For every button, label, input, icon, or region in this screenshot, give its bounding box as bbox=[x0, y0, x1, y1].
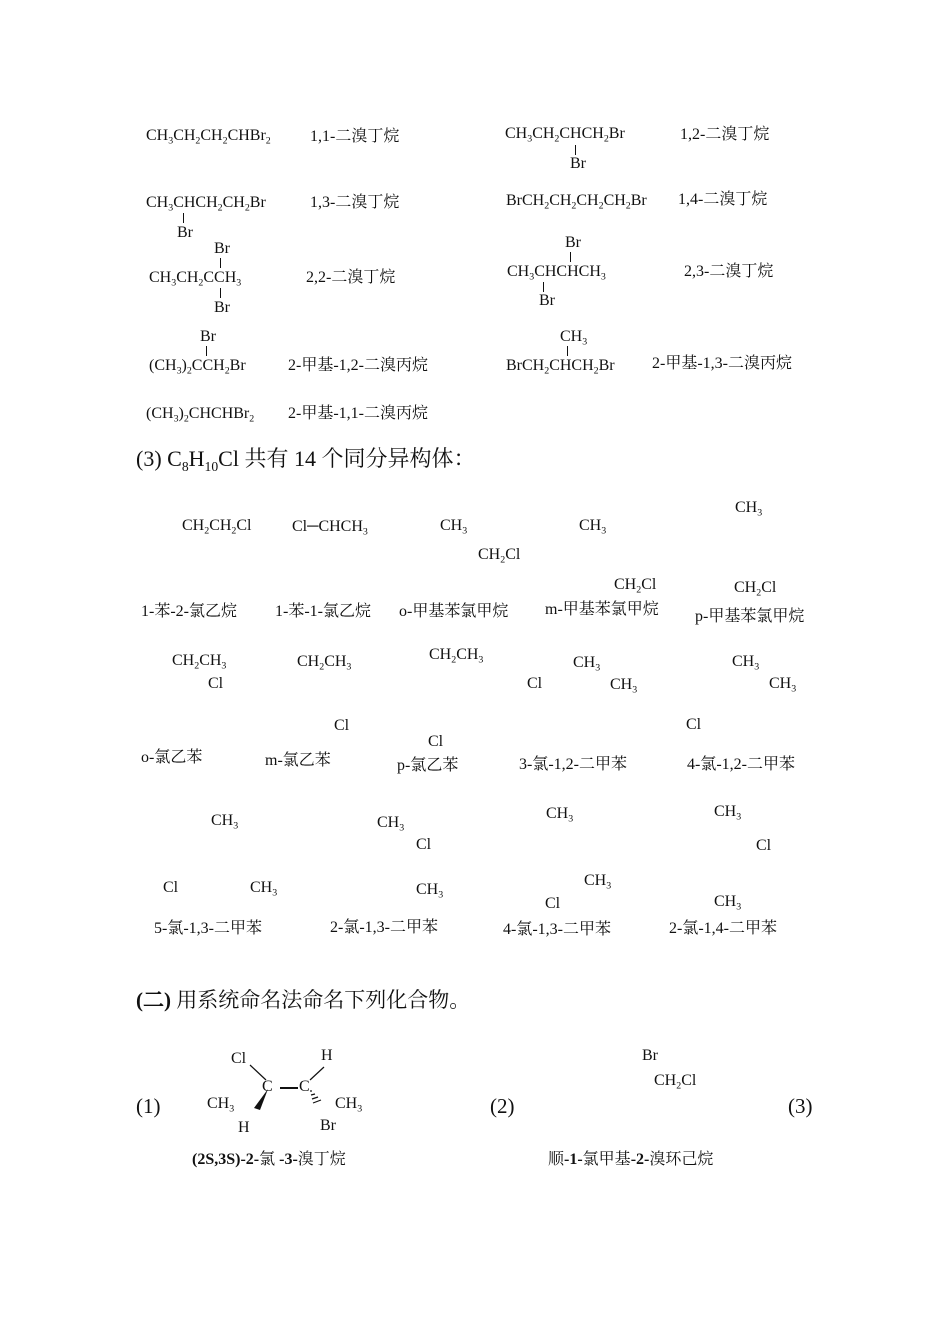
isomer-name: 5-氯-1,3-二甲苯 bbox=[154, 920, 262, 937]
atom-ch3: $CH_3$ bbox=[335, 1095, 363, 1115]
isomer-name: 4-氯-1,2-二甲苯 bbox=[687, 756, 795, 773]
isomer-label: $CH_2CH_3$ bbox=[172, 652, 227, 672]
isomer-label: $CH_3$ bbox=[573, 654, 601, 674]
isomer-label: $CH_2CH_2Cl$ bbox=[182, 517, 252, 537]
name-2-methyl-1-2-dibromopropane: 2-甲基-1,2-二溴丙烷 bbox=[288, 357, 428, 374]
hashed-bond bbox=[310, 1091, 321, 1103]
isomer-label: $CH_3$ bbox=[211, 812, 239, 832]
isomer-label: $CH_3$ bbox=[579, 517, 607, 537]
isomer-name: o-氯乙苯 bbox=[141, 749, 203, 766]
isomer-name: 3-氯-1,2-二甲苯 bbox=[519, 756, 627, 773]
isomer-label: $CH_2Cl$ bbox=[614, 576, 657, 596]
atom-br: Br bbox=[642, 1047, 658, 1064]
bond-line bbox=[220, 288, 221, 298]
bond-line bbox=[543, 282, 544, 292]
isomer-label: $CH_2CH_3$ bbox=[297, 653, 352, 673]
part-2-heading: (二) 用系统命名法命名下列化合物。 bbox=[136, 988, 471, 1012]
name-1-4-dibromobutane: 1,4-二溴丁烷 bbox=[678, 191, 768, 208]
name-2-methyl-1-1-dibromopropane: 2-甲基-1,1-二溴丙烷 bbox=[288, 405, 428, 422]
isomer-label: Cl bbox=[545, 895, 561, 912]
atom-c: C bbox=[299, 1078, 310, 1095]
bond-line bbox=[206, 346, 207, 356]
atom-c: C bbox=[262, 1078, 273, 1095]
isomer-name: m-氯乙苯 bbox=[265, 752, 331, 769]
formula-2-methyl-1-1-dibromopropane: $(CH_3)_2CHCHBr_2$ bbox=[146, 405, 255, 425]
answer-name-1: (2S,3S)-2-氯 -3-溴丁烷 bbox=[192, 1151, 346, 1168]
name-2-methyl-1-3-dibromopropane: 2-甲基-1,3-二溴丙烷 bbox=[652, 355, 792, 372]
formula-1-1-dibromobutane: $CH_3CH_2CH_2CHBr_2$ bbox=[146, 127, 271, 147]
isomer-label: $CH_3$ bbox=[732, 653, 760, 673]
isomer-label: $CH_3$ bbox=[546, 805, 574, 825]
name-2-3-dibromobutane: 2,3-二溴丁烷 bbox=[684, 263, 774, 280]
isomer-label: Cl bbox=[334, 717, 350, 734]
section-3-heading: (3) $C_8H_{10}Cl$ 共有 14 个同分异构体： bbox=[136, 446, 476, 474]
isomer-label: $CH_3$ bbox=[769, 675, 797, 695]
formula-1-2-dibromobutane: $CH_3CH_2CHCH_2Br$ bbox=[505, 125, 625, 145]
formula-1-3-dibromobutane: $CH_3CHCH_2CH_2Br$ bbox=[146, 194, 266, 214]
isomer-name: o-甲基苯氯甲烷 bbox=[399, 603, 509, 620]
stereo-bonds bbox=[240, 1062, 350, 1118]
atom-ch2cl: $CH_2Cl$ bbox=[654, 1072, 697, 1092]
isomer-label: $Cl─CHCH_3$ bbox=[292, 518, 368, 538]
atom-br: Br bbox=[320, 1117, 336, 1134]
name-1-1-dibromobutane: 1,1-二溴丁烷 bbox=[310, 128, 400, 145]
atom-h: H bbox=[238, 1119, 250, 1136]
isomer-label: Cl bbox=[163, 879, 179, 896]
isomer-label: $CH_2Cl$ bbox=[734, 579, 777, 599]
substituent-ch3: $CH_3$ bbox=[560, 328, 588, 348]
isomer-name: 2-氯-1,3-二甲苯 bbox=[330, 919, 438, 936]
isomer-label: $CH_3$ bbox=[440, 517, 468, 537]
formula-2-3-dibromobutane: $CH_3CHCHCH_3$ bbox=[507, 263, 606, 283]
isomer-name: 1-苯-2-氯乙烷 bbox=[141, 603, 237, 620]
bond-line bbox=[575, 145, 576, 155]
bond-line bbox=[310, 1067, 324, 1080]
isomer-label: $CH_3$ bbox=[714, 803, 742, 823]
substituent-br: Br bbox=[177, 224, 193, 241]
isomer-label: Cl bbox=[428, 733, 444, 750]
isomer-name: 4-氯-1,3-二甲苯 bbox=[503, 921, 611, 938]
isomer-name: p-甲基苯氯甲烷 bbox=[695, 608, 805, 625]
isomer-label: $CH_3$ bbox=[714, 893, 742, 913]
isomer-name: m-甲基苯氯甲烷 bbox=[545, 601, 659, 618]
isomer-label: $CH_3$ bbox=[735, 499, 763, 519]
formula-2-methyl-1-3-dibromopropane: $BrCH_2CHCH_2Br$ bbox=[506, 357, 615, 377]
substituent-br: Br bbox=[214, 299, 230, 316]
formula-2-methyl-1-2-dibromopropane: $(CH_3)_2CCH_2Br$ bbox=[149, 357, 246, 377]
atom-h: H bbox=[321, 1047, 333, 1064]
bond-line bbox=[183, 213, 184, 223]
isomer-name: 2-氯-1,4-二甲苯 bbox=[669, 920, 777, 937]
question-number-3: (3) bbox=[788, 1094, 813, 1118]
isomer-label: $CH_3$ bbox=[250, 879, 278, 899]
isomer-label: Cl bbox=[416, 836, 432, 853]
isomer-label: Cl bbox=[208, 675, 224, 692]
atom-ch3: $CH_3$ bbox=[207, 1095, 235, 1115]
question-number-2: (2) bbox=[490, 1094, 515, 1118]
isomer-name: 1-苯-1-氯乙烷 bbox=[275, 603, 371, 620]
name-1-2-dibromobutane: 1,2-二溴丁烷 bbox=[680, 126, 770, 143]
name-2-2-dibromobutane: 2,2-二溴丁烷 bbox=[306, 269, 396, 286]
isomer-label: $CH_3$ bbox=[610, 676, 638, 696]
isomer-label: $CH_3$ bbox=[584, 872, 612, 892]
substituent-br: Br bbox=[570, 155, 586, 172]
bond-line bbox=[567, 346, 568, 356]
bond-line bbox=[250, 1065, 266, 1080]
isomer-label: Cl bbox=[756, 837, 772, 854]
question-number-1: (1) bbox=[136, 1094, 161, 1118]
name-1-3-dibromobutane: 1,3-二溴丁烷 bbox=[310, 194, 400, 211]
isomer-label: $CH_3$ bbox=[416, 881, 444, 901]
atom-cl: Cl bbox=[231, 1050, 247, 1067]
isomer-label: $CH_3$ bbox=[377, 814, 405, 834]
substituent-br: Br bbox=[565, 234, 581, 251]
formula-2-2-dibromobutane: $CH_3CH_2CCH_3$ bbox=[149, 269, 242, 289]
isomer-label: $CH_2Cl$ bbox=[478, 546, 521, 566]
bond-line bbox=[570, 252, 571, 262]
formula-1-4-dibromobutane: $BrCH_2CH_2CH_2CH_2Br$ bbox=[506, 192, 647, 212]
substituent-br: Br bbox=[200, 328, 216, 345]
isomer-name: p-氯乙苯 bbox=[397, 757, 459, 774]
wedge-bond bbox=[254, 1089, 268, 1110]
answer-name-2: 顺-1-氯甲基-2-溴环己烷 bbox=[548, 1151, 714, 1168]
isomer-label: Cl bbox=[686, 716, 702, 733]
substituent-br: Br bbox=[214, 240, 230, 257]
isomer-label: $CH_2CH_3$ bbox=[429, 646, 484, 666]
bond-line bbox=[220, 258, 221, 268]
substituent-br: Br bbox=[539, 292, 555, 309]
isomer-label: Cl bbox=[527, 675, 543, 692]
